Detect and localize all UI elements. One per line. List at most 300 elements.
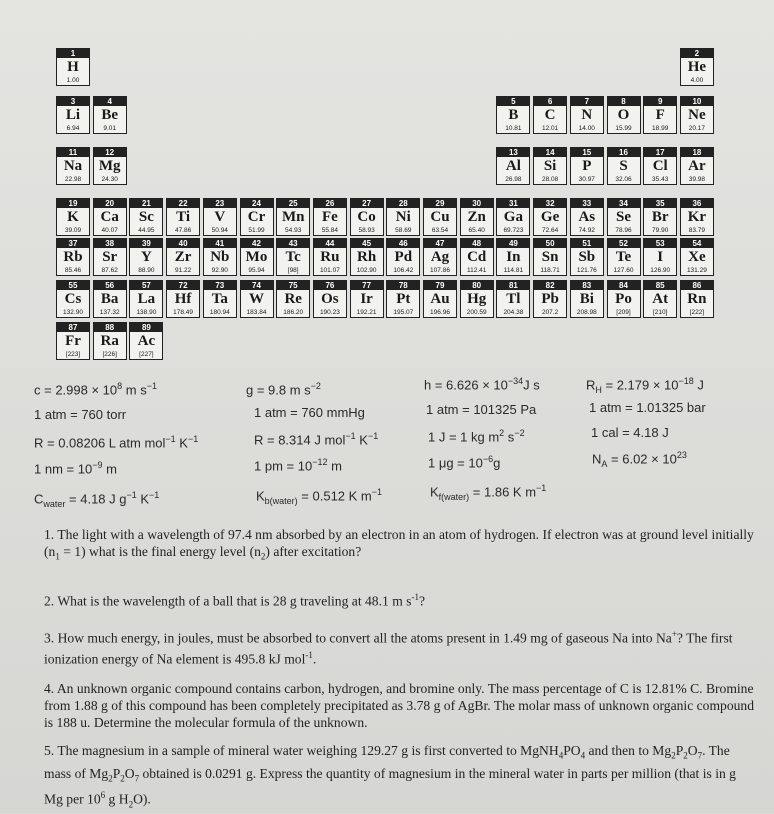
atomic-mass: 30.97 [578, 176, 595, 183]
atomic-mass: 39.98 [688, 176, 706, 183]
const-picometer: 1 pm = $10^{-12}$ m [254, 457, 342, 474]
atomic-number: 23 [204, 199, 236, 208]
atomic-number: 51 [571, 239, 603, 248]
element-symbol: Ti [176, 209, 191, 225]
element-cell-hg [460, 280, 494, 318]
atomic-mass: 26.98 [505, 176, 522, 183]
element-cell-ga [496, 198, 530, 236]
element-symbol: O [617, 107, 630, 123]
atomic-number: 52 [608, 239, 640, 248]
const-speed-of-light: $c = 2.998 \times 10^8$ m $s^{-1}$ [34, 381, 157, 398]
atomic-number: 32 [534, 199, 566, 208]
atomic-mass: 87.62 [101, 267, 118, 274]
question-1: 1. The light with a wavelength of 97.4 nm absorbed by an electron in an atom of hydrogen. If electron was at ground level initially $(n_1 = 1)$ what is the final energy level $(n_2)$ after excitation? [44, 527, 754, 562]
element-symbol: Ne [688, 107, 706, 123]
element-symbol: Kr [687, 209, 707, 225]
element-cell-pd [386, 238, 420, 276]
atomic-number: 7 [571, 97, 603, 106]
atomic-number: 31 [497, 199, 529, 208]
atomic-number: 72 [167, 281, 199, 290]
atomic-mass: 54.93 [285, 227, 302, 234]
const-microgram: 1 $\mu g = 10^{-6}g$ [428, 454, 501, 471]
atomic-number: 24 [241, 199, 273, 208]
atomic-number: 83 [571, 281, 603, 290]
atomic-number: 42 [241, 239, 273, 248]
const-joule: 1 J = 1 kg $m^2$ $s^{-2}$ [428, 428, 525, 445]
element-symbol: In [506, 249, 521, 265]
element-cell-na [56, 147, 90, 185]
element-cell-te [607, 238, 641, 276]
element-symbol: Na [63, 158, 83, 174]
atomic-mass: [227] [139, 351, 154, 358]
atomic-number: 33 [571, 199, 603, 208]
element-cell-sc [129, 198, 163, 236]
atomic-number: 15 [571, 148, 603, 157]
element-symbol: Mo [245, 249, 268, 265]
element-cell-in [496, 238, 530, 276]
element-symbol: Ba [100, 291, 119, 307]
element-symbol: Ru [320, 249, 340, 265]
element-symbol: Au [430, 291, 450, 307]
atomic-mass: 28.08 [541, 176, 559, 183]
element-symbol: Pd [394, 249, 413, 265]
atomic-mass: 32.06 [615, 176, 632, 183]
atomic-number: 84 [608, 281, 640, 290]
element-cell-mn [276, 198, 310, 236]
atomic-mass: 4.00 [690, 77, 704, 84]
atomic-number: 11 [57, 148, 89, 157]
element-cell-rb [56, 238, 90, 276]
element-symbol: Os [321, 291, 339, 307]
atomic-number: 28 [387, 199, 419, 208]
question-2: 2. What is the wavelength of a ball that is 28 g traveling at 48.1 m $s^{-1}$? [44, 592, 426, 609]
atomic-mass: [226] [102, 351, 117, 358]
atomic-mass: 126.90 [650, 267, 671, 274]
atomic-number: 18 [681, 148, 713, 157]
const-kf-water: $K_{f(water)} = 1.86$ K $m^{-1}$ [430, 483, 547, 502]
element-symbol: W [249, 291, 264, 307]
element-symbol: Zr [174, 249, 192, 265]
atomic-number: 49 [497, 239, 529, 248]
atomic-mass: 1.00 [66, 77, 80, 84]
atomic-number: 10 [681, 97, 713, 106]
atomic-number: 13 [497, 148, 529, 157]
element-cell-cu [423, 198, 457, 236]
element-cell-hf [166, 280, 200, 318]
element-symbol: Po [615, 291, 632, 307]
element-cell-ta [203, 280, 237, 318]
element-symbol: Pt [396, 291, 411, 307]
atomic-mass: 138.90 [136, 309, 157, 316]
element-symbol: H [67, 59, 79, 75]
element-symbol: Se [616, 209, 631, 225]
const-atm-bar: 1 atm = 1.01325 bar [589, 400, 706, 415]
atomic-number: 2 [681, 49, 713, 58]
atomic-number: 37 [57, 239, 89, 248]
element-symbol: Re [284, 291, 302, 307]
const-atm-mmhg: 1 atm = 760 mmHg [254, 405, 365, 420]
element-cell-ag [423, 238, 457, 276]
atomic-mass: 92.90 [211, 267, 228, 274]
element-symbol: Mn [281, 209, 305, 225]
atomic-mass: 74.92 [578, 227, 595, 234]
element-cell-k [56, 198, 90, 236]
element-symbol: At [652, 291, 669, 307]
atomic-number: 47 [424, 239, 456, 248]
element-cell-se [607, 198, 641, 236]
atomic-number: 1 [57, 49, 89, 58]
atomic-mass: 50.94 [211, 227, 228, 234]
element-symbol: Ar [688, 158, 706, 174]
atomic-mass: 44.95 [138, 227, 155, 234]
atomic-number: 80 [461, 281, 493, 290]
atomic-mass: 107.86 [430, 267, 450, 274]
atomic-mass: 18.99 [652, 125, 669, 132]
atomic-number: 26 [314, 199, 346, 208]
element-symbol: Fe [321, 209, 338, 225]
atomic-number: 25 [277, 199, 309, 208]
element-symbol: Cs [64, 291, 82, 307]
atomic-mass: 10.81 [505, 125, 522, 132]
element-symbol: F [655, 107, 665, 123]
element-cell-ir [350, 280, 384, 318]
atomic-mass: 121.76 [576, 267, 597, 274]
element-symbol: Li [65, 107, 81, 123]
atomic-number: 39 [130, 239, 162, 248]
atomic-mass: 204.38 [503, 309, 524, 316]
element-symbol: Fr [65, 333, 81, 349]
atomic-mass: 69.723 [503, 227, 524, 234]
atomic-mass: 6.94 [66, 125, 80, 132]
atomic-mass: 192.21 [356, 309, 377, 316]
element-cell-re [276, 280, 310, 318]
element-cell-ge [533, 198, 567, 236]
atomic-number: 6 [534, 97, 566, 106]
element-symbol: Ac [137, 333, 156, 349]
atomic-number: 57 [130, 281, 162, 290]
atomic-mass: 183.84 [246, 309, 267, 316]
element-symbol: Ag [430, 249, 450, 265]
atomic-number: 73 [204, 281, 236, 290]
element-symbol: Rb [63, 249, 83, 265]
element-symbol: B [508, 107, 519, 123]
atomic-mass: 65.40 [468, 227, 485, 234]
const-calorie: 1 cal = 4.18 J [591, 425, 669, 440]
atomic-mass: 180.94 [209, 309, 230, 316]
element-symbol: Ni [395, 209, 411, 225]
atomic-mass: 127.60 [613, 267, 634, 274]
atomic-number: 20 [94, 199, 126, 208]
atomic-mass: 79.90 [652, 227, 669, 234]
atomic-number: 38 [94, 239, 126, 248]
atomic-mass: 195.07 [393, 309, 414, 316]
element-cell-sn [533, 238, 567, 276]
const-rydberg: $R_H = 2.179 \times 10^{-18}$ J [586, 376, 704, 395]
atomic-number: 81 [497, 281, 529, 290]
element-symbol: I [657, 249, 664, 265]
atomic-number: 85 [644, 281, 676, 290]
element-cell-ne [680, 96, 714, 134]
atomic-mass: [223] [65, 351, 81, 358]
element-cell-c [533, 96, 567, 134]
atomic-mass: 91.22 [174, 267, 192, 274]
atomic-number: 56 [94, 281, 126, 290]
element-symbol: Ge [540, 209, 560, 225]
atomic-number: 86 [681, 281, 713, 290]
atomic-mass: 39.09 [64, 227, 82, 234]
atomic-mass: 190.23 [319, 309, 340, 316]
atomic-number: 53 [644, 239, 676, 248]
atomic-number: 21 [130, 199, 162, 208]
atomic-mass: 83.79 [688, 227, 706, 234]
element-cell-w [240, 280, 274, 318]
element-symbol: Rn [687, 291, 707, 307]
atomic-number: 75 [277, 281, 309, 290]
element-symbol: Ta [211, 291, 228, 307]
element-cell-zn [460, 198, 494, 236]
const-gravity: g = 9.8 m $s^{-2}$ [246, 381, 321, 398]
atomic-mass: 178.49 [173, 309, 194, 316]
atomic-number: 34 [608, 199, 640, 208]
element-cell-pt [386, 280, 420, 318]
element-cell-n [570, 96, 604, 134]
element-symbol: Cu [430, 209, 450, 225]
atomic-mass: 40.07 [101, 227, 118, 234]
atomic-number: 77 [351, 281, 383, 290]
element-cell-he [680, 48, 714, 86]
element-symbol: Hf [174, 291, 192, 307]
element-cell-bi [570, 280, 604, 318]
atomic-number: 78 [387, 281, 419, 290]
atomic-number: 54 [681, 239, 713, 248]
element-symbol: Si [543, 158, 557, 174]
element-symbol: Bi [579, 291, 594, 307]
atomic-mass: 118.71 [540, 267, 560, 274]
element-cell-mg [93, 147, 127, 185]
atomic-mass: 14.00 [578, 125, 595, 132]
question-5: 5. The magnesium in a sample of mineral water weighing 129.27 g is first converted to $MgNH_4PO_4$ and then to $Mg_2P_2O_7$. The mass of $Mg_2P_2O_7$ obtained is 0.0291 g. Express the quantity of magnesium in the mineral water in parts per million (that is in g Mg per $10^6$ g $H_2O$). [44, 743, 736, 810]
atomic-number: 43 [277, 239, 309, 248]
atomic-mass: 112.41 [466, 267, 487, 274]
element-cell-ti [166, 198, 200, 236]
atomic-number: 27 [351, 199, 383, 208]
atomic-number: 14 [534, 148, 566, 157]
element-cell-kr [680, 198, 714, 236]
atomic-number: 88 [94, 323, 126, 332]
atomic-mass: 15.99 [615, 125, 632, 132]
element-cell-ba [93, 280, 127, 318]
element-cell-ar [680, 147, 714, 185]
atomic-mass: 106.42 [393, 267, 414, 274]
atomic-mass: 9.01 [103, 125, 117, 132]
atomic-mass: 58.93 [358, 227, 375, 234]
atomic-mass: 186.20 [283, 309, 304, 316]
element-symbol: Br [651, 209, 669, 225]
element-cell-zr [166, 238, 200, 276]
atomic-mass: 78.96 [615, 227, 632, 234]
atomic-number: 87 [57, 323, 89, 332]
atomic-number: 19 [57, 199, 89, 208]
atomic-number: 3 [57, 97, 89, 106]
atomic-mass: 12.01 [541, 125, 559, 132]
atomic-mass: [210] [652, 309, 668, 316]
element-cell-ra [93, 322, 127, 360]
atomic-number: 35 [644, 199, 676, 208]
element-symbol: Hg [467, 291, 487, 307]
element-symbol: Y [140, 249, 152, 265]
atomic-number: 50 [534, 239, 566, 248]
atomic-mass: 131.29 [686, 267, 707, 274]
element-symbol: Ga [503, 209, 523, 225]
atomic-number: 9 [644, 97, 676, 106]
atomic-number: 45 [351, 239, 383, 248]
const-specific-heat-water: $C_{water} = 4.18$ J $g^{-1}$ $K^{-1}$ [34, 490, 160, 509]
atomic-mass: 207.2 [541, 309, 559, 316]
atomic-mass: 200.59 [466, 309, 487, 316]
atomic-mass: [209] [616, 309, 631, 316]
atomic-mass: 137.32 [99, 309, 120, 316]
atomic-mass: [98] [287, 267, 299, 274]
element-cell-cd [460, 238, 494, 276]
element-symbol: Te [615, 249, 632, 265]
const-nanometer: 1 nm = $10^{-9}$ m [34, 460, 117, 477]
atomic-number: 44 [314, 239, 346, 248]
atomic-number: 8 [608, 97, 640, 106]
element-cell-as [570, 198, 604, 236]
const-gas-r-joule: R = 8.314 J mol$^{-1}$ $K^{-1}$ [254, 431, 379, 448]
element-symbol: He [687, 59, 707, 75]
atomic-mass: 51.99 [248, 227, 265, 234]
element-symbol: As [578, 209, 596, 225]
const-planck: $h = 6.626 \times 10^{-34}J$ s [424, 376, 540, 393]
question-4: 4. An unknown organic compound contains carbon, hydrogen, and bromine only. The mass percentage of C is 12.81% C. Bromine from 1.88 g of this compound has been completely precipitated as 3.78 g of AgBr. The molar mass of unknown organic compound is 188 u. Determine the molecular formula of the unknown. [44, 681, 755, 730]
element-cell-tc [276, 238, 310, 276]
atomic-mass: 102.90 [356, 267, 377, 274]
atomic-number: 40 [167, 239, 199, 248]
element-cell-rh [350, 238, 384, 276]
element-cell-i [643, 238, 677, 276]
element-cell-si [533, 147, 567, 185]
atomic-mass: 85.46 [64, 267, 82, 274]
element-cell-o [607, 96, 641, 134]
atomic-number: 12 [94, 148, 126, 157]
atomic-mass: 20.17 [688, 125, 706, 132]
element-symbol: Tc [285, 249, 301, 265]
element-cell-fe [313, 198, 347, 236]
element-cell-cl [643, 147, 677, 185]
const-kb-water: $K_{b(water)} = 0.512$ K $m^{-1}$ [256, 487, 383, 506]
element-symbol: Ca [100, 209, 119, 225]
atomic-number: 36 [681, 199, 713, 208]
atomic-number: 17 [644, 148, 676, 157]
element-cell-os [313, 280, 347, 318]
atomic-mass: 88.90 [138, 267, 155, 274]
element-cell-xe [680, 238, 714, 276]
element-cell-ru [313, 238, 347, 276]
atomic-number: 89 [130, 323, 162, 332]
element-symbol: Pb [541, 291, 559, 307]
element-symbol: S [619, 158, 628, 174]
element-cell-br [643, 198, 677, 236]
element-symbol: Cr [247, 209, 266, 225]
atomic-mass: 132.90 [63, 309, 83, 316]
element-cell-tl [496, 280, 530, 318]
element-cell-ni [386, 198, 420, 236]
element-symbol: Nb [210, 249, 230, 265]
element-cell-co [350, 198, 384, 236]
element-cell-ca [93, 198, 127, 236]
element-symbol: K [67, 209, 79, 225]
element-symbol: Sb [578, 249, 596, 265]
element-cell-sb [570, 238, 604, 276]
element-cell-rn [680, 280, 714, 318]
element-cell-al [496, 147, 530, 185]
element-symbol: Co [357, 209, 376, 225]
atomic-number: 46 [387, 239, 419, 248]
atomic-number: 5 [497, 97, 529, 106]
element-cell-li [56, 96, 90, 134]
element-symbol: Xe [688, 249, 706, 265]
element-cell-ac [129, 322, 163, 360]
element-symbol: Be [101, 107, 119, 123]
element-symbol: Zn [467, 209, 486, 225]
element-symbol: Tl [506, 291, 521, 307]
element-cell-h [56, 48, 90, 86]
atomic-number: 16 [608, 148, 640, 157]
element-symbol: Sc [138, 209, 154, 225]
element-symbol: Al [505, 158, 521, 174]
atomic-mass: 95.94 [248, 267, 265, 274]
atomic-number: 41 [204, 239, 236, 248]
element-symbol: P [582, 158, 592, 174]
const-atm-torr: 1 atm = 760 torr [34, 407, 127, 422]
element-cell-at [643, 280, 677, 318]
element-cell-cs [56, 280, 90, 318]
element-cell-y [129, 238, 163, 276]
periodic-table [0, 0, 774, 380]
const-avogadro: $N_A = 6.02 \times 10^{23}$ [592, 450, 687, 469]
atomic-number: 30 [461, 199, 493, 208]
atomic-number: 22 [167, 199, 199, 208]
atomic-number: 4 [94, 97, 126, 106]
atomic-number: 79 [424, 281, 456, 290]
element-symbol: Mg [98, 158, 121, 174]
atomic-mass: 208.98 [576, 309, 597, 316]
element-symbol: Rh [357, 249, 377, 265]
atomic-mass: 24.30 [101, 176, 118, 183]
element-cell-f [643, 96, 677, 134]
element-cell-au [423, 280, 457, 318]
atomic-mass: 101.07 [319, 267, 340, 274]
atomic-number: 29 [424, 199, 456, 208]
element-symbol: Cl [652, 158, 668, 174]
atomic-mass: 72.64 [541, 227, 559, 234]
element-cell-fr [56, 322, 90, 360]
element-symbol: Sn [541, 249, 559, 265]
atomic-mass: 196.96 [430, 309, 450, 316]
element-cell-mo [240, 238, 274, 276]
element-symbol: Sr [102, 249, 118, 265]
element-symbol: La [137, 291, 156, 307]
atomic-number: 74 [241, 281, 273, 290]
element-symbol: C [544, 107, 556, 123]
element-cell-cr [240, 198, 274, 236]
const-gas-r-latm: R = 0.08206 L atm mol$^{-1}$ $K^{-1}$ [34, 434, 199, 451]
element-cell-b [496, 96, 530, 134]
atomic-mass: 35.43 [652, 176, 669, 183]
atomic-mass: 55.84 [321, 227, 339, 234]
element-symbol: N [581, 107, 593, 123]
